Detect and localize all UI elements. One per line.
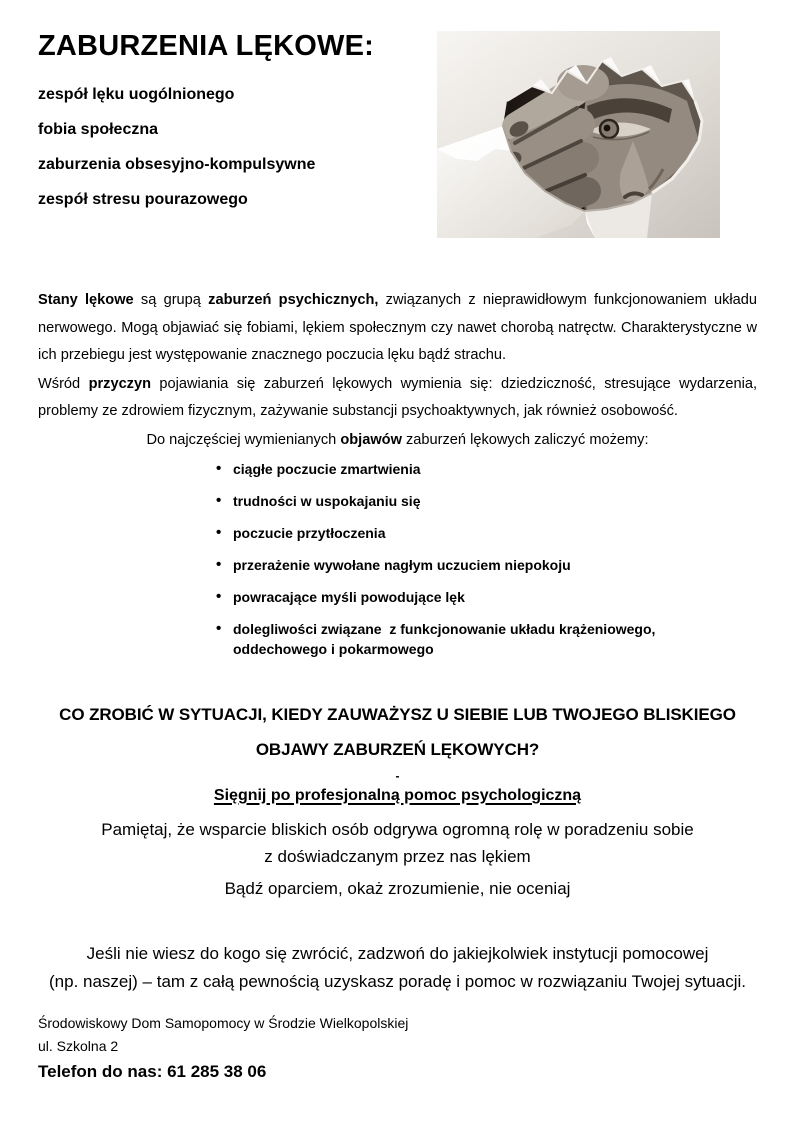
causes-paragraph bbox=[38, 371, 757, 426]
bold-text-run: zaburzeń psychicznych, bbox=[208, 292, 379, 308]
symptom-item: • poczucie przytłoczenia bbox=[233, 523, 703, 543]
what-to-do-heading-line1: CO ZROBIĆ W SYTUACJI, KIEDY ZAUWAŻYSZ U SIEBIE LUB TWOJEGO BLISKIEGO bbox=[59, 704, 736, 724]
call-help-line2: (np. naszej) – tam z całą pewnością uzyskasz poradę i pomoc w rozwiązaniu Twojej sytuacji. bbox=[49, 971, 746, 991]
be-support-line: Bądź oparciem, okaż zrozumienie, nie oceniaj bbox=[224, 878, 571, 898]
text-run: pojawiania się zaburzeń lękowych wymienia się: dziedziczność, stresujące wydarzenia, problemy ze zdrowiem fizycznym, zażywanie substancji psychoaktywnych, jak również osobowość. bbox=[38, 375, 758, 419]
call-help-line1: Jeśli nie wiesz do kogo się zwrócić, zadzwoń do jakiejkolwiek instytucji pomocowej bbox=[86, 944, 709, 963]
call-help-note bbox=[38, 940, 757, 995]
intro-paragraph bbox=[38, 287, 757, 370]
disorder-type-item: zespół lęku uogólnionego bbox=[38, 86, 235, 103]
text-run: Wśród bbox=[38, 375, 89, 392]
disorder-type-item: zaburzenia obsesyjno-kompulsywne bbox=[38, 156, 316, 173]
symptom-item: • trudności w uspokajaniu się bbox=[233, 491, 703, 511]
support-note-line1: Pamiętaj, że wsparcie bliskich osób odgrywa ogromną rolę w poradzeniu sobie bbox=[101, 819, 694, 839]
page-title: ZABURZENIA LĘKOWE: bbox=[38, 30, 374, 62]
text-run: są grupą bbox=[140, 292, 209, 308]
symptom-item: • przerażenie wywołane nagłym uczuciem niepokoju bbox=[233, 555, 703, 575]
text-run: związanych z nieprawidłowym funkcjonowaniem układu nerwowego. Mogą objawiać się fobiami, lękiem społecznym czy nawet chorobą natręctw. Charakterystyczne w ich przebiegu jest występowanie znacznego poczucia lęku bądź strachu. bbox=[38, 292, 757, 363]
symptoms-intro-line bbox=[38, 430, 757, 450]
contact-footer bbox=[38, 1012, 408, 1084]
eye-peeking-through-torn-paper-photo bbox=[437, 31, 720, 238]
symptoms-list bbox=[215, 459, 757, 659]
organization-address: ul. Szkolna 2 bbox=[38, 1038, 119, 1054]
bold-text-run: objawów bbox=[340, 431, 402, 448]
organization-name: Środowiskowy Dom Samopomocy w Środzie Wielkopolskiej bbox=[38, 1015, 409, 1031]
text-run: zaburzeń lękowych zaliczyć możemy: bbox=[401, 431, 649, 448]
symptom-item: • ciągłe poczucie zmartwienia bbox=[233, 459, 703, 479]
disorder-type-item: fobia społeczna bbox=[38, 121, 159, 138]
what-to-do-heading-line2: OBJAWY ZABURZEŃ LĘKOWYCH? bbox=[255, 739, 540, 759]
support-note bbox=[38, 816, 757, 871]
disorder-type-item: zespół stresu pourazowego bbox=[38, 191, 248, 208]
symptom-item: • powracające myśli powodujące lęk bbox=[233, 587, 703, 607]
bold-text-run: przyczyn bbox=[88, 375, 152, 392]
phone-number-line: Telefon do nas: 61 285 38 06 bbox=[38, 1062, 267, 1081]
bold-text-run: Stany lękowe bbox=[38, 292, 141, 308]
text-run: Do najczęściej wymienianych bbox=[146, 431, 341, 448]
disorder-type-list bbox=[38, 86, 315, 226]
main-content bbox=[38, 287, 757, 995]
symptom-item: • dolegliwości związane z funkcjonowanie układu krążeniowego, oddechowego i pokarmowego bbox=[233, 619, 703, 659]
dash-separator: - bbox=[395, 768, 400, 783]
seek-help-heading: Sięgnij po profesjonalną pomoc psychologiczną bbox=[213, 786, 582, 804]
support-note-line2: z doświadczanym przez nas lękiem bbox=[264, 847, 531, 866]
